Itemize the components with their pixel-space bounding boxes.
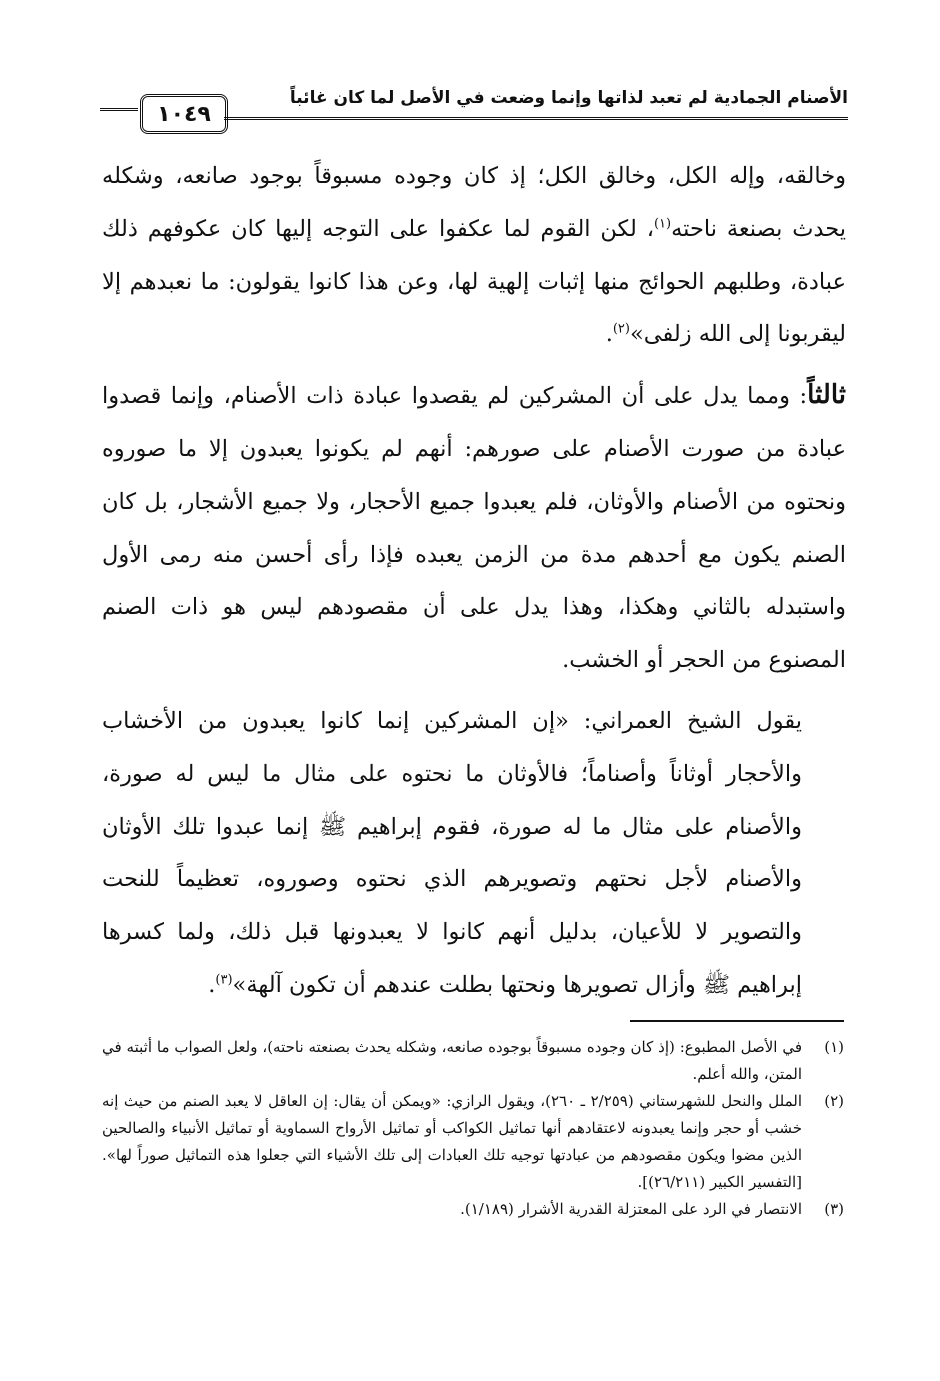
paragraph-text: ، لكن القوم لما عكفوا على التوجه إليها كان عكوفهم ذلك عبادة، وطلبهم الحوائج منها إثبات إلهية لها، وعن هذا كانوا يقولون: ما نعبدهم إلا ليقربونا إلى الله زلفى» [102,215,846,348]
paragraph-text: : ومما يدل على أن المشركين لم يقصدوا عبادة ذات الأصنام، وإنما قصدوا عبادة من صورت الأصنام على صورهم: أنهم لم يكونوا يعبدون إلا ما صوروه ونحتوه من الأصنام والأوثان، فلم يعبدوا جميع الأحجار، ولا جميع الأشجار، بل كان الصنم يكون مع أحدهم مدة من الزمن يعبده فإذا رأى أحسن منه رمى الأول واستبدله بالثاني وهكذا، وهذا يدل على أن مقصودهم ليس هو ذات الصنم المصنوع من الحجر أو الخشب. [102,383,846,674]
paragraph-text: وخالقه، وإله الكل، وخالق الكل؛ إذ كان وجوده مسبوقاً بوجود صانعه، وشكله يحدث بصنعة ناحته [102,163,846,242]
footnote-separator [630,1020,844,1022]
section-lead: ثالثاً [807,380,846,411]
footnote-2 [102,1088,844,1196]
page-header [100,78,848,134]
footnote-text: في الأصل المطبوع: (إذ كان وجوده مسبوقاً بوجوده صانعه، وشكله يحدث بصنعته ناحته)، ولعل الصواب ما أثبته في المتن، والله أعلم. [102,1038,802,1083]
paragraph-text: . [605,321,613,348]
footnote-number: (٢) [824,1092,844,1110]
footnote-text: الانتصار في الرد على المعتزلة القدرية الأشرار (١/١٨٩). [460,1200,802,1218]
paragraph-3 [102,695,846,1012]
footnote-1 [102,1034,844,1088]
page-number: ١٠٤٩ [157,101,211,127]
page-number-box [140,94,228,134]
paragraph-text: . [208,971,216,998]
footnote-3 [102,1196,844,1223]
paragraph-text: يقول الشيخ العمراني: «إن المشركين إنما كانوا يعبدون من الأخشاب والأحجار أوثاناً وأصناماً؛ فالأوثان ما نحتوه على مثال ما ليس له صورة، والأصنام على مثال ما له صورة، فقوم إبراهيم ﷺ إنما عبدوا تلك الأوثان والأصنام لأجل نحتهم وتصويرهم الذي نحتوه وصوروه، تعظيماً للنحت والتصوير لا للأعيان، بدليل أنهم كانوا لا يعبدونها قبل ذلك، ولما كسرها إبراهيم ﷺ وأزال تصويرها ونحتها بطلت عندهم أن تكون آلهة» [102,707,802,998]
running-title: الأصنام الجمادية لم تعبد لذاتها وإنما وضعت في الأصل لما كان غائباً [289,88,848,108]
paragraph-2 [102,369,846,687]
header-rule-right [224,117,848,120]
footnote-ref[interactable]: (٣) [215,972,233,988]
footnotes [102,1034,844,1223]
footnote-number: (٣) [824,1200,844,1218]
main-text [102,150,846,1012]
footnote-ref[interactable]: (١) [653,216,672,232]
header-rule-left [100,108,138,111]
paragraph-1 [102,150,846,361]
footnote-ref[interactable]: (٢) [612,321,630,337]
footnote-number: (١) [824,1038,844,1056]
footnote-text: الملل والنحل للشهرستاني (٢/٢٥٩ ـ ٢٦٠)، ويقول الرازي: «ويمكن أن يقال: إن العاقل لا يعبد الصنم من حيث إنه خشب أو حجر وإنما يعبدونه لاعتقادهم أنها تماثيل الكواكب أو تماثيل الأرواح السماوية أو تماثيل الأنبياء والصالحين الذين مضوا ويكون مقصودهم من عبادتها توجيه تلك العبادات إلى تلك الأشياء التي جعلوا هذه التماثيل صوراً لها». [التفسير الكبير (٢٦/٢١١)]. [102,1092,802,1191]
